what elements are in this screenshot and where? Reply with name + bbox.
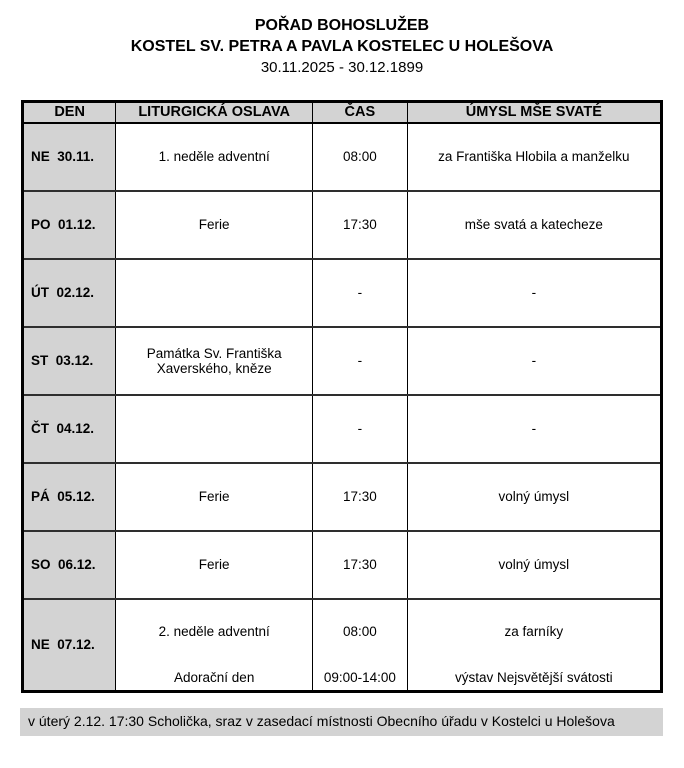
intention-cell: mše svatá a katecheze (407, 191, 661, 259)
intention-cell: za Františka Hlobila a manželku (407, 123, 661, 191)
document-title: POŘAD BOHOSLUŽEB (254, 17, 430, 34)
intention-cell (407, 599, 661, 692)
table-row (23, 259, 662, 327)
header-day: DEN (23, 102, 116, 123)
header-time: ČAS (313, 102, 408, 123)
day-cell: ČT 04.12. (23, 395, 116, 463)
table-row (23, 463, 662, 531)
time-cell: 17:30 (313, 463, 408, 531)
header-celebration: LITURGICKÁ OSLAVA (116, 102, 313, 123)
day-cell: SO 06.12. (23, 531, 116, 599)
time-cell: - (313, 327, 408, 395)
table-row (23, 599, 662, 692)
day-cell: PO 01.12. (23, 191, 116, 259)
celebration-cell (116, 395, 313, 463)
time-cell: 17:30 (313, 531, 408, 599)
time-cell: 17:30 (313, 191, 408, 259)
celebration-cell: Památka Sv. Františka Xaverského, kněze (116, 327, 313, 395)
intention-line-1: za farníky (504, 623, 564, 639)
header-intention: ÚMYSL MŠE SVATÉ (407, 102, 661, 123)
day-cell: PÁ 05.12. (23, 463, 116, 531)
time-cell: - (313, 395, 408, 463)
time-cell: 08:00 (313, 123, 408, 191)
time-line-1: 08:00 (342, 623, 377, 639)
schedule-table-container (21, 100, 663, 693)
day-cell: NE 07.12. (23, 599, 116, 692)
table-row (23, 531, 662, 599)
intention-cell: volný úmysl (407, 531, 661, 599)
intention-line-2: výstav Nejsvětější svátosti (455, 669, 613, 685)
table-row (23, 327, 662, 395)
celebration-cell (116, 599, 313, 692)
time-cell (313, 599, 408, 692)
time-line-2: 09:00-14:00 (323, 669, 396, 685)
celebration-cell: Ferie (116, 463, 313, 531)
day-cell: ST 03.12. (23, 327, 116, 395)
church-name: KOSTEL SV. PETRA A PAVLA KOSTELEC U HOLEŠOVA (130, 38, 554, 55)
celebration-cell: Ferie (116, 191, 313, 259)
footer-note: v úterý 2.12. 17:30 Scholička, sraz v zasedací místnosti Obecního úřadu v Kostelci u Holešova (20, 708, 663, 736)
time-cell: - (313, 259, 408, 327)
date-range: 30.11.2025 - 30.12.1899 (260, 59, 424, 76)
schedule-table (21, 100, 663, 693)
day-cell: ÚT 02.12. (23, 259, 116, 327)
celebration-cell (116, 259, 313, 327)
document-header (0, 0, 684, 78)
table-row (23, 191, 662, 259)
celebration-line-1: 2. neděle adventní (158, 623, 270, 639)
celebration-line-2: Adorační den (174, 669, 255, 685)
table-row (23, 123, 662, 191)
header-row (23, 102, 662, 123)
day-cell: NE 30.11. (23, 123, 116, 191)
intention-cell: volný úmysl (407, 463, 661, 531)
intention-cell: - (407, 395, 661, 463)
table-row (23, 395, 662, 463)
celebration-cell: Ferie (116, 531, 313, 599)
intention-cell: - (407, 259, 661, 327)
celebration-cell: 1. neděle adventní (116, 123, 313, 191)
intention-cell: - (407, 327, 661, 395)
